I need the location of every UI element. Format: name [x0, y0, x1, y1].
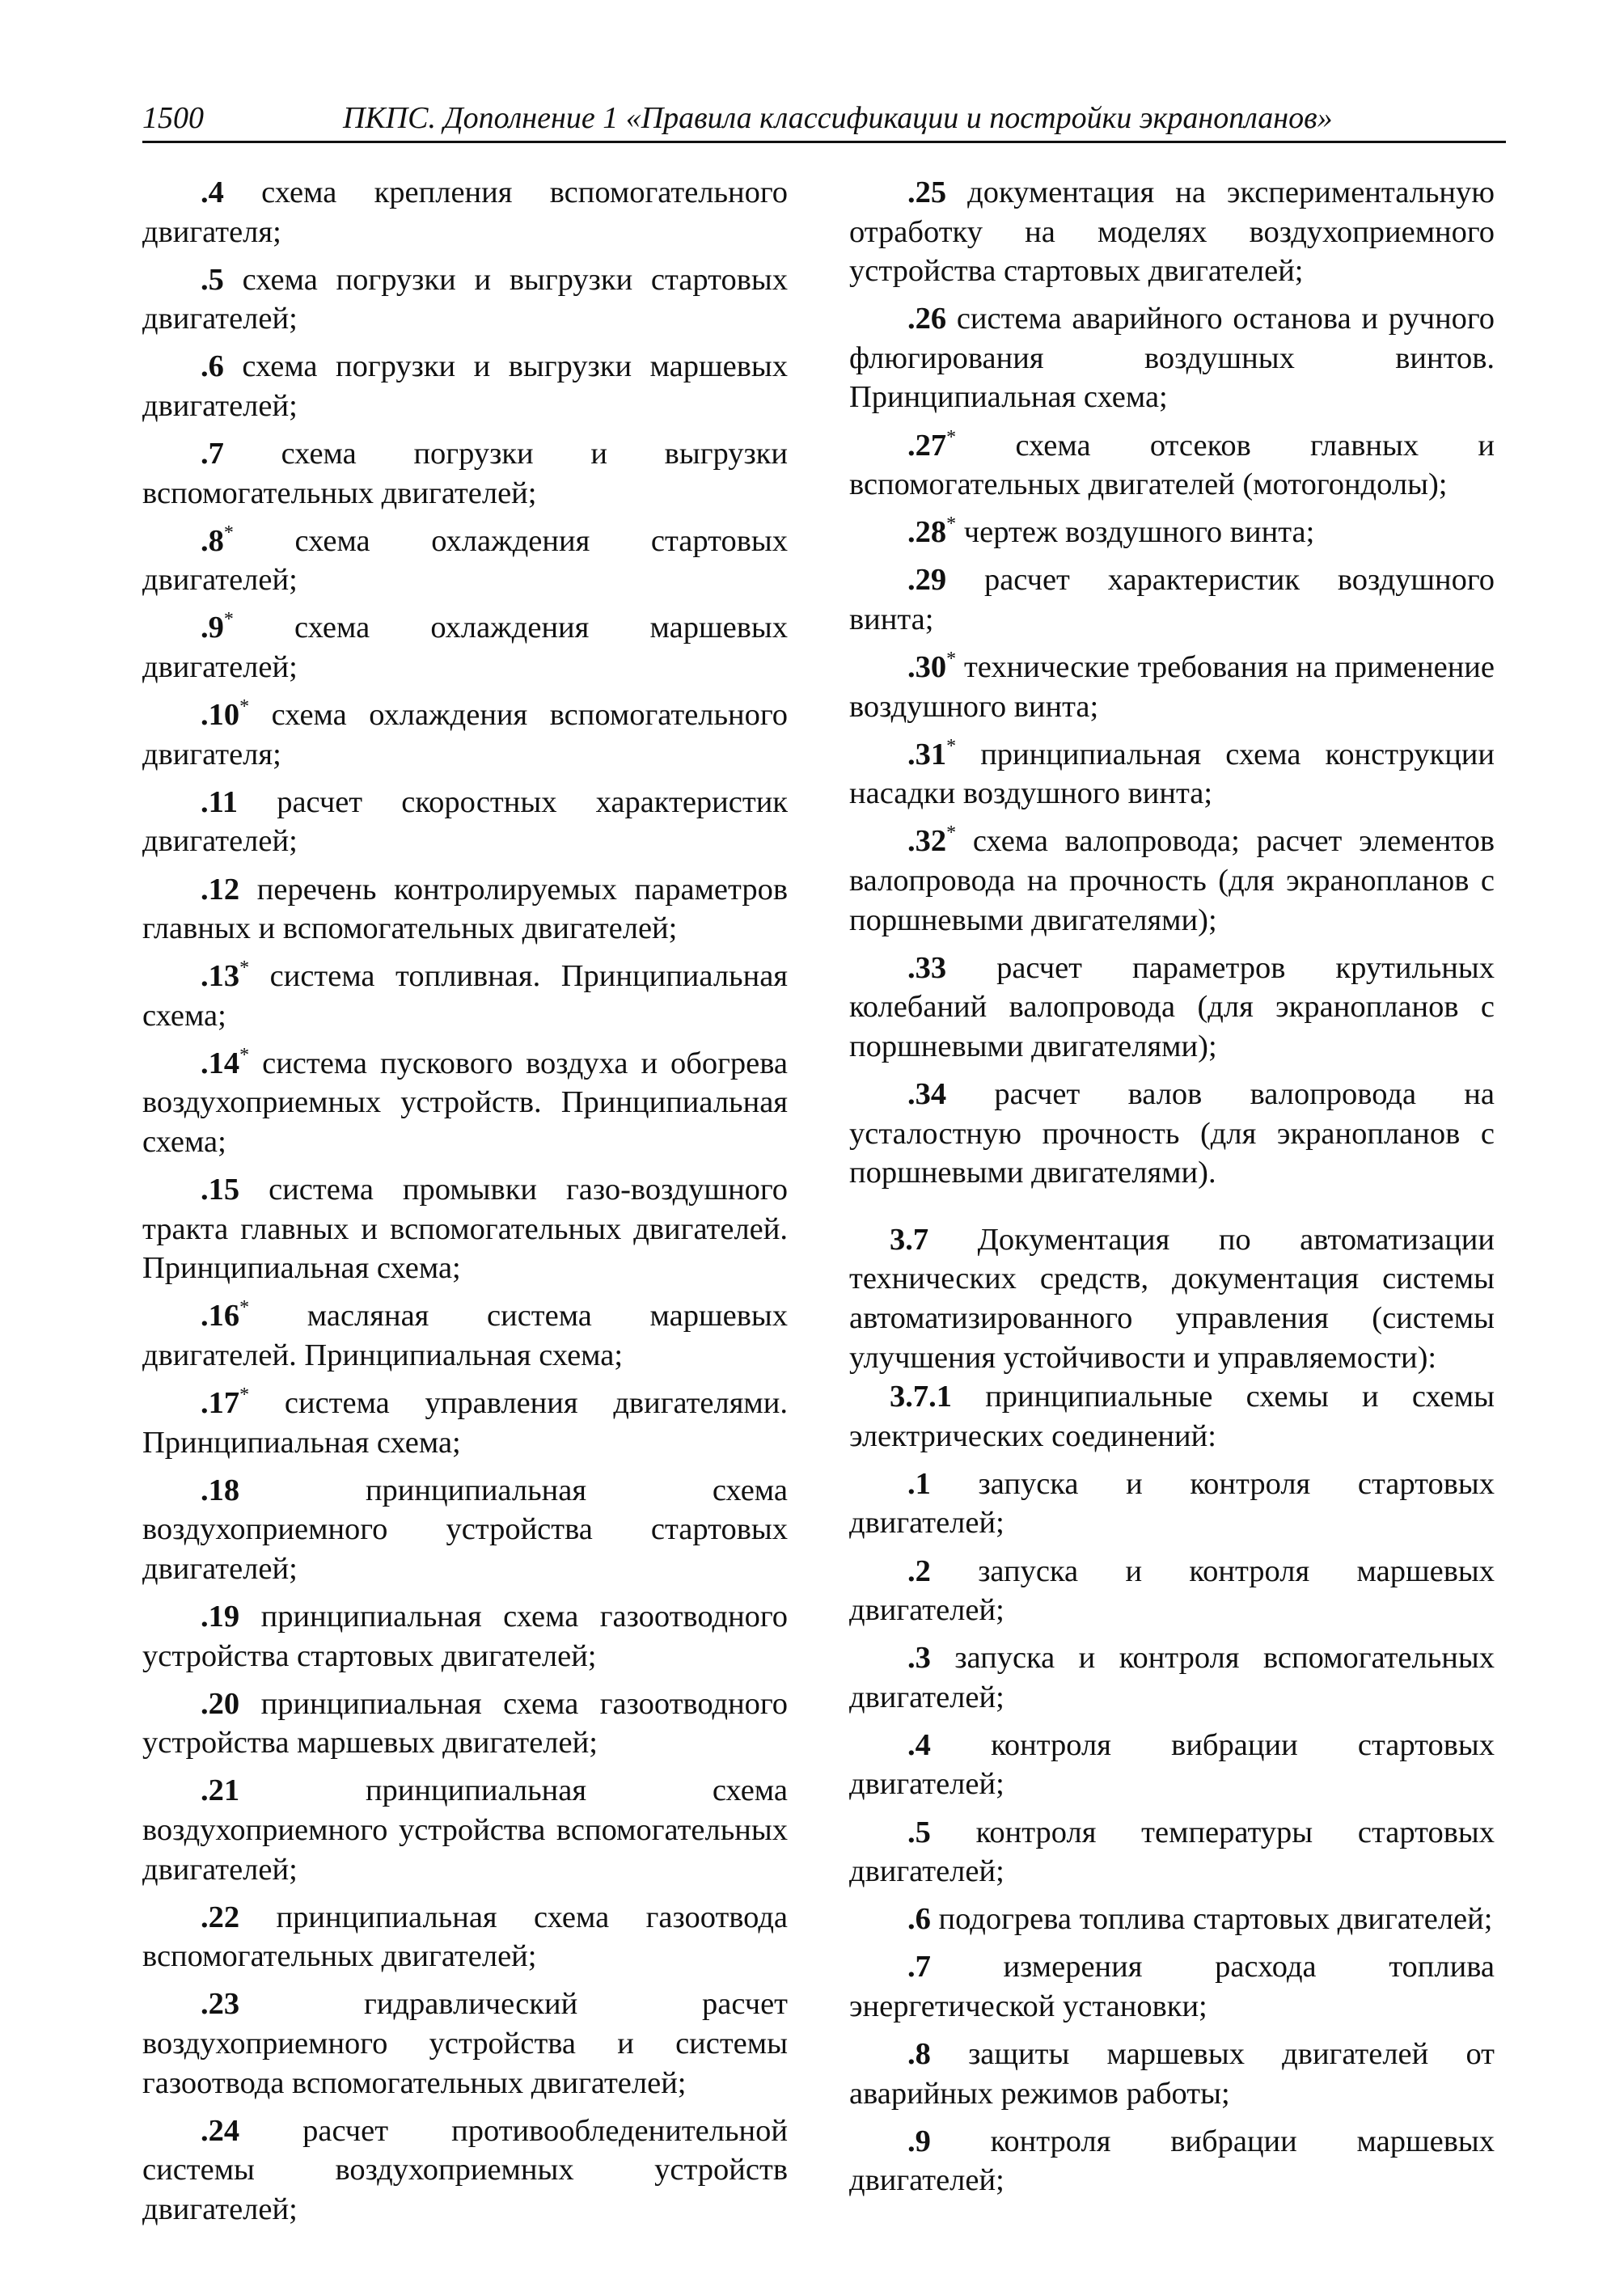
item-number: .28 — [907, 515, 947, 550]
item-number: .23 — [201, 1987, 240, 2022]
list-item — [142, 260, 788, 339]
asterisk-mark: * — [239, 1044, 250, 1066]
running-title: ПКПС. Дополнение 1 «Правила классификации и постройки экранопланов» — [343, 101, 1333, 135]
item-text: расчет валов валопровода на усталостную прочность (для экранопланов с поршневыми двигателями). — [849, 1076, 1495, 1190]
page-number: 1500 — [142, 101, 204, 135]
asterisk-mark: * — [946, 735, 957, 757]
item-text: схема охлаждения вспомогательного двигателя; — [142, 698, 788, 771]
item-text: контроля вибрации стартовых двигателей; — [849, 1727, 1495, 1802]
item-number: .10 — [201, 698, 240, 733]
item-number: .12 — [201, 872, 240, 907]
item-text: схема погрузки и выгрузки вспомогательных двигателей; — [142, 437, 788, 510]
left-item-list — [142, 173, 788, 2230]
item-number: .13 — [201, 959, 240, 994]
item-text: расчет противообледенительной системы воздухоприемных устройств двигателей; — [142, 2113, 788, 2226]
item-number: .5 — [201, 262, 224, 297]
item-text: запуска и контроля маршевых двигателей; — [849, 1553, 1495, 1628]
item-text: принципиальная схема газоотводного устройства стартовых двигателей; — [142, 1600, 789, 1673]
asterisk-mark: * — [239, 696, 250, 718]
list-item — [142, 1471, 788, 1589]
item-text: защиты маршевых двигателей от аварийных режимов работы; — [849, 2037, 1495, 2111]
asterisk-mark: * — [946, 426, 957, 448]
item-number: .27 — [907, 428, 947, 463]
item-number: .31 — [907, 737, 947, 771]
item-number: .15 — [201, 1173, 240, 1207]
item-text: масляная система маршевых двигателей. Принципиальная схема; — [142, 1299, 788, 1373]
item-text: перечень контролируемых параметров главных и вспомогательных двигателей; — [142, 872, 788, 946]
list-item — [142, 347, 788, 425]
item-text: принципиальная схема газоотвода вспомогательных двигателей; — [142, 1900, 789, 1974]
list-item — [142, 783, 788, 861]
item-text: контроля температуры стартовых двигателей; — [849, 1815, 1495, 1889]
item-text: гидравлический расчет воздухоприемного устройства и системы газоотвода вспомогательных двигателей; — [142, 1987, 788, 2100]
list-item — [849, 299, 1495, 417]
asterisk-mark: * — [239, 957, 250, 979]
asterisk-mark: * — [239, 1297, 250, 1319]
list-item — [849, 2035, 1495, 2113]
right-item-list — [849, 173, 1495, 1193]
asterisk-mark: * — [223, 522, 234, 543]
item-number: .25 — [907, 175, 947, 209]
item-text: принципиальная схема конструкции насадки воздушного винта; — [849, 737, 1495, 811]
list-item — [142, 434, 788, 513]
list-item — [142, 522, 788, 600]
list-item — [849, 1465, 1495, 1543]
list-item — [142, 1296, 788, 1375]
item-number: .17 — [201, 1386, 240, 1421]
item-number: .8 — [907, 2037, 931, 2072]
list-item — [142, 173, 788, 252]
item-number: .30 — [907, 650, 947, 685]
asterisk-mark: * — [946, 822, 957, 844]
item-text: схема валопровода; расчет элементов валопровода на прочность (для экранопланов с поршневыми двигателями); — [849, 824, 1495, 937]
right-column — [849, 173, 1495, 2209]
list-item — [849, 1947, 1495, 2026]
list-item — [849, 560, 1495, 639]
item-text: подогрева топлива стартовых двигателей; — [938, 1902, 1493, 1937]
item-text: схема погрузки и выгрузки стартовых двигателей; — [142, 262, 789, 336]
item-text: схема погрузки и выгрузки маршевых двигателей; — [142, 349, 789, 423]
item-text: система управления двигателями. Принципиальная схема; — [142, 1386, 789, 1460]
subsection-3-7-1 — [849, 1377, 1495, 1456]
item-number: .3 — [907, 1641, 931, 1676]
item-number: .20 — [201, 1686, 240, 1721]
item-number: .34 — [907, 1076, 947, 1111]
item-number: .21 — [201, 1773, 240, 1808]
item-number: .6 — [907, 1902, 931, 1937]
list-item — [849, 1813, 1495, 1892]
list-item — [849, 513, 1495, 552]
item-number: .9 — [907, 2124, 931, 2158]
item-number: .7 — [201, 437, 224, 471]
item-text: схема охлаждения маршевых двигателей; — [142, 611, 788, 685]
item-number: .11 — [201, 784, 239, 819]
list-item — [849, 648, 1495, 726]
item-text: система аварийного останова и ручного флюгирования воздушных винтов. Принципиальная схема; — [849, 302, 1495, 415]
item-number: .1 — [907, 1466, 931, 1501]
item-text: запуска и контроля стартовых двигателей; — [849, 1466, 1495, 1541]
list-item — [142, 1384, 788, 1462]
item-number: .32 — [907, 824, 947, 859]
list-item — [849, 822, 1495, 940]
page-header — [142, 95, 1506, 143]
left-column — [142, 173, 788, 2238]
asterisk-mark: * — [946, 649, 957, 670]
item-number: .9 — [201, 611, 224, 645]
item-number: .8 — [201, 523, 224, 558]
item-number: .5 — [907, 1815, 931, 1849]
list-item — [849, 426, 1495, 505]
item-text: расчет параметров крутильных колебаний валопровода (для экранопланов с поршневыми двигателями); — [849, 950, 1495, 1063]
item-number: .33 — [907, 950, 947, 985]
list-item — [142, 1044, 788, 1162]
item-text: система пускового воздуха и обогрева воздухоприемных устройств. Принципиальная схема; — [142, 1046, 789, 1160]
list-item — [142, 1597, 788, 1676]
subsection-text: принципиальные схемы и схемы электрических соединений: — [849, 1380, 1495, 1453]
item-number: .2 — [907, 1553, 931, 1588]
item-number: .26 — [907, 302, 947, 336]
item-text: измерения расхода топлива энергетической установки; — [849, 1950, 1495, 2023]
item-text: схема отсеков главных и вспомогательных двигателей (мотогондолы); — [849, 428, 1495, 502]
item-text: контроля вибрации маршевых двигателей; — [849, 2124, 1495, 2198]
item-text: расчет скоростных характеристик двигателей; — [142, 784, 788, 859]
item-number: .7 — [907, 1950, 931, 1985]
item-number: .19 — [201, 1600, 240, 1634]
item-text: принципиальная схема газоотводного устройства маршевых двигателей; — [142, 1686, 789, 1761]
subsection-number: 3.7.1 — [890, 1380, 952, 1414]
item-text: принципиальная схема воздухоприемного устройства вспомогательных двигателей; — [142, 1773, 788, 1887]
list-item — [142, 1771, 788, 1889]
item-text: система промывки газо-воздушного тракта главных и вспомогательных двигателей. Принципиальная схема; — [142, 1173, 789, 1286]
item-number: .4 — [201, 175, 224, 209]
list-item — [142, 1985, 788, 2103]
list-item — [849, 1726, 1495, 1804]
list-item — [849, 1900, 1495, 1939]
list-item — [142, 2111, 788, 2230]
item-text: схема крепления вспомогательного двигателя; — [142, 175, 788, 249]
list-item — [849, 1552, 1495, 1630]
asterisk-mark: * — [223, 609, 234, 631]
item-text: технические требования на применение воздушного винта; — [849, 650, 1495, 724]
list-item — [142, 1170, 788, 1288]
item-text: запуска и контроля вспомогательных двигателей; — [849, 1641, 1495, 1714]
list-item — [849, 173, 1495, 291]
asterisk-mark: * — [946, 514, 957, 535]
item-text: схема охлаждения стартовых двигателей; — [142, 523, 788, 598]
list-item — [849, 1075, 1495, 1193]
list-item — [849, 735, 1495, 814]
section-3-7 — [849, 1220, 1495, 1377]
item-number: .16 — [201, 1299, 240, 1334]
item-number: .24 — [201, 2113, 240, 2148]
item-text: система топливная. Принципиальная схема; — [142, 959, 789, 1033]
list-item — [142, 1684, 788, 1763]
asterisk-mark: * — [239, 1384, 250, 1406]
item-text: документация на экспериментальную отработку на моделях воздухоприемного устройства стартовых двигателей; — [849, 175, 1495, 289]
list-item — [849, 2122, 1495, 2200]
list-item — [142, 957, 788, 1035]
item-number: .4 — [907, 1727, 931, 1762]
item-number: .18 — [201, 1473, 240, 1507]
item-number: .6 — [201, 349, 224, 384]
section-text: Документация по автоматизации технических средств, документация системы автоматизированного управления (системы улучшения устойчивости и управляемости): — [849, 1222, 1495, 1375]
list-item — [142, 870, 788, 949]
list-item — [849, 949, 1495, 1067]
list-item — [142, 1898, 788, 1976]
item-text: чертеж воздушного винта; — [963, 515, 1315, 550]
section-number: 3.7 — [890, 1222, 929, 1257]
item-text: расчет характеристик воздушного винта; — [849, 563, 1495, 636]
list-item — [849, 1638, 1495, 1717]
list-item — [142, 695, 788, 774]
item-text: принципиальная схема воздухоприемного устройства стартовых двигателей; — [142, 1473, 788, 1586]
item-number: .14 — [201, 1046, 240, 1080]
subsection-item-list — [849, 1465, 1495, 2200]
item-number: .29 — [907, 563, 947, 598]
list-item — [142, 608, 788, 687]
item-number: .22 — [201, 1900, 240, 1934]
